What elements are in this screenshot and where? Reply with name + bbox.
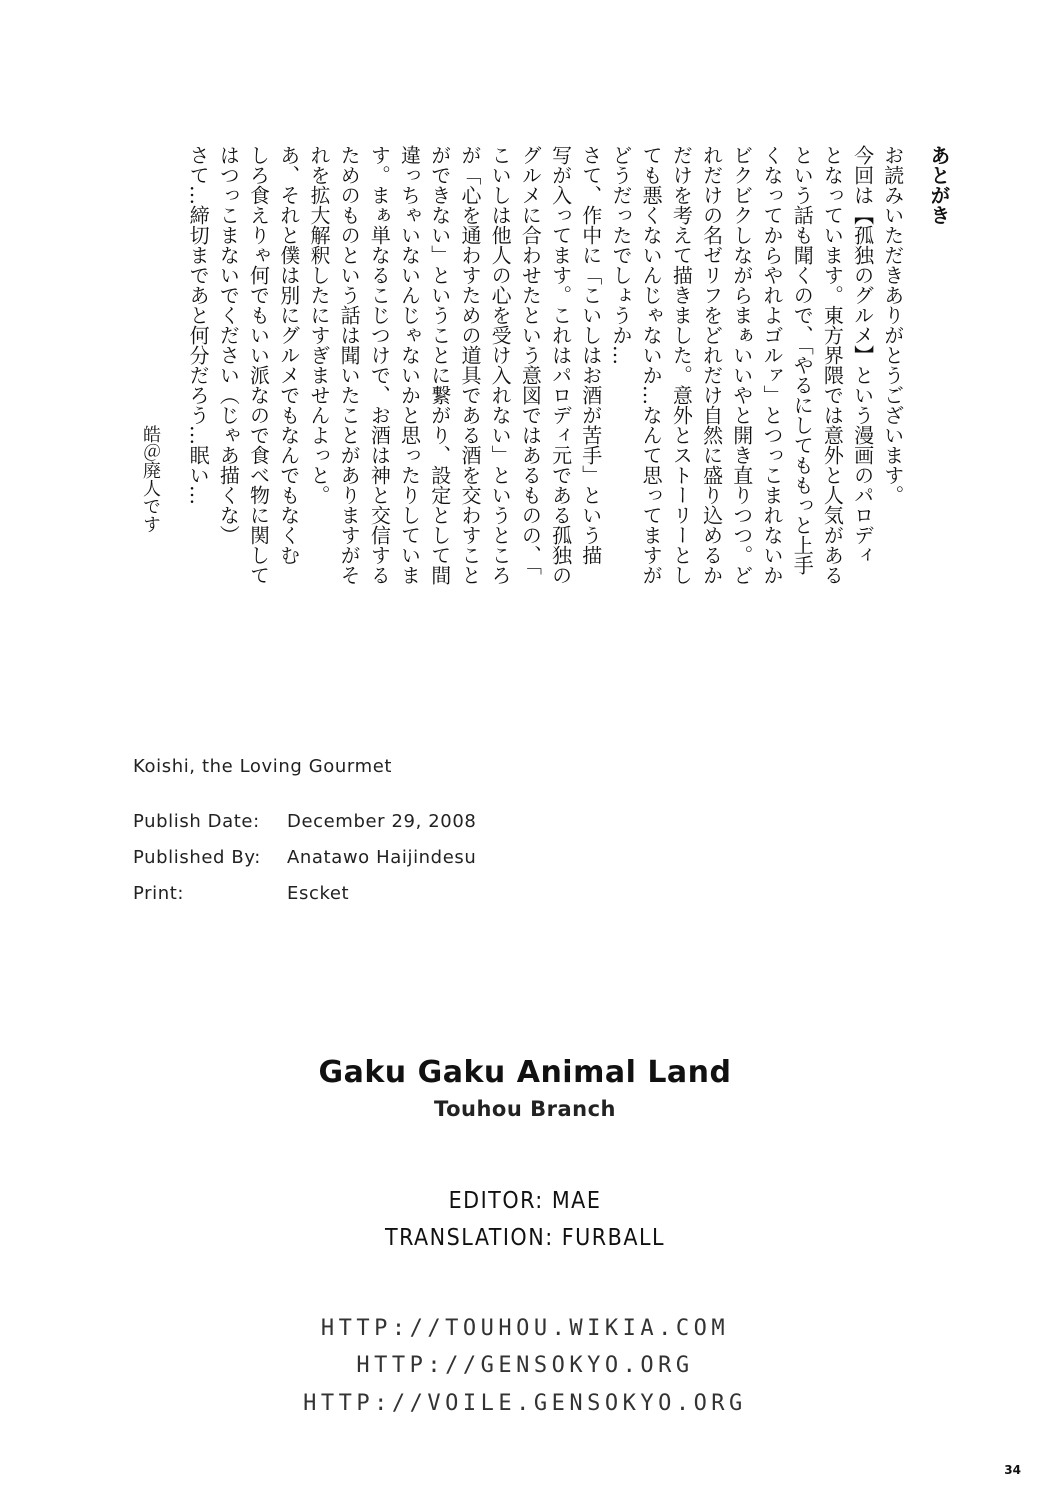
- afterword-line: ためのものという話は聞いたことがありますがそ: [337, 145, 362, 585]
- afterword-line: くなってからやれよゴルァ」とつっこまれないか: [759, 145, 784, 585]
- afterword-line: ても悪くないんじゃないか…なんて思ってますが: [639, 145, 664, 585]
- afterword-line: はつっこまないでください（じゃあ描くな）: [216, 145, 241, 545]
- colophon-value: Escket: [287, 882, 350, 904]
- afterword-line: さて…締切まであと何分だろう…眠い…: [186, 145, 211, 505]
- group-name: Gaku Gaku Animal Land: [318, 1055, 732, 1090]
- colophon-row: [133, 875, 476, 911]
- afterword-line: ができない」ということに繋がり、設定として間: [427, 145, 452, 585]
- afterword-line: 違っちゃいないんじゃないかと思ったりしていま: [397, 145, 422, 585]
- afterword-line: どうだったでしょうか…: [608, 145, 633, 365]
- afterword-line: だけを考えて描きました。意外とストーリーとし: [669, 145, 694, 585]
- afterword-line: グルメに合わせたという意図ではあるものの、「: [518, 145, 543, 575]
- website-link[interactable]: HTTP://TOUHOU.WIKIA.COM: [320, 1316, 730, 1341]
- website-link[interactable]: HTTP://GENSOKYO.ORG: [356, 1353, 694, 1378]
- afterword-line: となっています。東方界隈では意外と人気がある: [820, 145, 845, 585]
- afterword-text: [183, 145, 954, 585]
- group-branch: Touhou Branch: [434, 1097, 616, 1121]
- colophon-row: [133, 803, 476, 839]
- afterword-line: れを拡大解釈したにすぎませんよっと。: [306, 145, 331, 505]
- afterword-line: こいしは他人の心を受け入れない」というところ: [488, 145, 513, 585]
- colophon-value: December 29, 2008: [287, 810, 477, 832]
- afterword-line: しろ食えりゃ何でもいい派なので食べ物に関して: [246, 145, 271, 585]
- colophon-label: Published By:: [133, 846, 261, 868]
- colophon: [133, 756, 476, 911]
- editor-credit: EDITOR: MAE: [448, 1188, 602, 1214]
- afterword-line: お読みいただきありがとうございます。: [880, 145, 905, 505]
- afterword-line: 写が入ってます。これはパロディ元である孤独の: [548, 145, 573, 585]
- book-title: Koishi, the Loving Gourmet: [133, 756, 393, 777]
- afterword-line: という話も聞くので、「やるにしてももっと上手: [790, 145, 815, 575]
- colophon-row: [133, 839, 476, 875]
- afterword-line: 今回は【孤独のグルメ】という漫画のパロディ: [850, 145, 875, 565]
- afterword-line: あ、それと僕は別にグルメでもなんでもなくむ: [276, 145, 301, 565]
- afterword-line: さて、作中に「こいしはお酒が苦手」という描: [578, 145, 603, 565]
- afterword-line: が「心を通わすための道具である酒を交わすこと: [457, 145, 482, 585]
- page-number: 34: [1004, 1463, 1021, 1477]
- colophon-value: Anatawo Haijindesu: [287, 846, 477, 868]
- afterword-line: ビクビクしながらまぁいいやと開き直りつつ。ど: [729, 145, 754, 585]
- afterword-heading: あとがき: [927, 145, 951, 225]
- afterword-line: す。まぁ単なるこじつけで、お酒は神と交信する: [367, 145, 392, 585]
- colophon-label: Print:: [133, 882, 185, 904]
- colophon-label: Publish Date:: [133, 810, 260, 832]
- website-link[interactable]: HTTP://VOILE.GENSOKYO.ORG: [303, 1391, 747, 1416]
- translation-credit: TRANSLATION: FURBALL: [384, 1225, 666, 1251]
- afterword-line: れだけの名ゼリフをどれだけ自然に盛り込めるか: [699, 145, 724, 585]
- author-signature: 皓＠廃人です: [140, 425, 161, 533]
